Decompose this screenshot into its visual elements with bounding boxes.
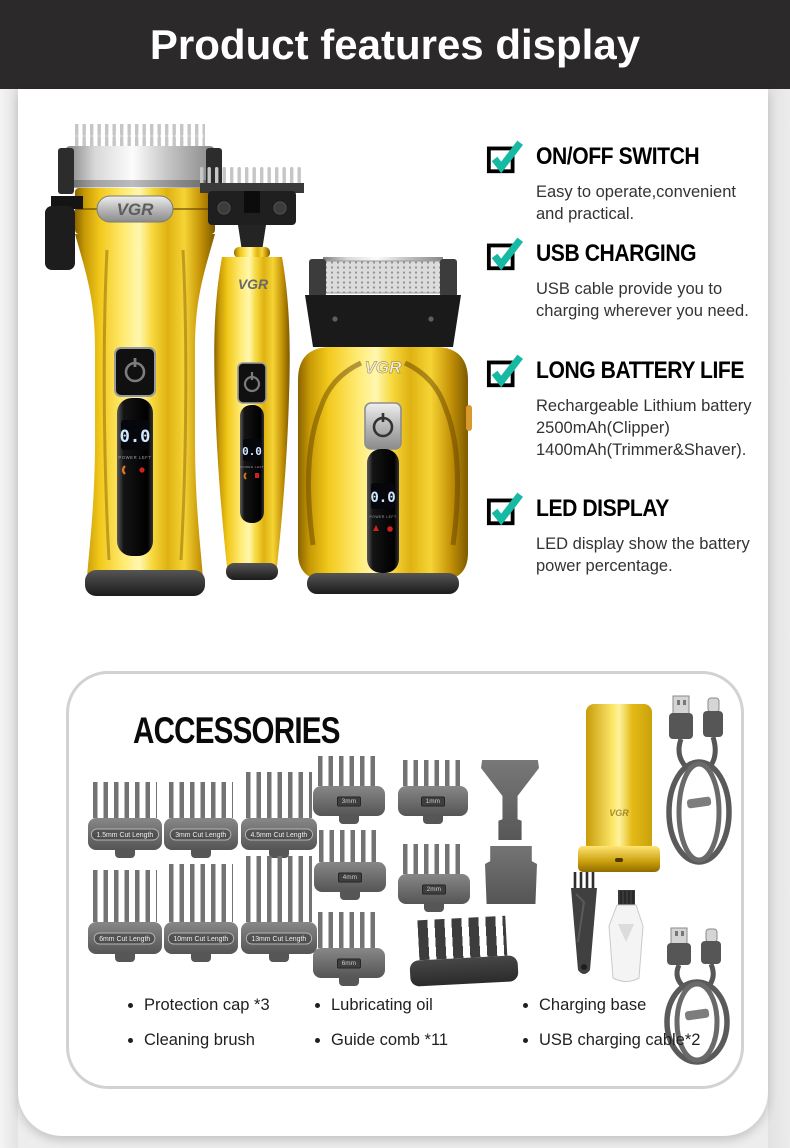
clipper-alert-icon [139, 467, 144, 472]
accessory-label: USB charging cable*2 [539, 1031, 701, 1049]
shaver-head-base [305, 295, 461, 347]
feature-description: LED display show the battery power percentage. [536, 535, 750, 575]
blade-guard [485, 846, 537, 904]
bullet-icon [128, 1038, 133, 1043]
clipper-led-label: POWER LEFT [118, 455, 152, 460]
product-showcase [25, 95, 485, 605]
trimmer-control-panel [238, 363, 266, 523]
feature-on-off-switch [486, 137, 754, 226]
shaver-led-strip [367, 449, 399, 573]
cleaning-brush [566, 872, 602, 982]
charging-base-logo: VGR [609, 808, 629, 818]
accessory-list-item [523, 996, 646, 1015]
protection-cap [481, 760, 539, 840]
bullet-icon [128, 1003, 133, 1008]
shaver-side-button [466, 405, 472, 431]
clipper-base [85, 570, 205, 596]
feature-description: USB cable provide you to charging wherever you need. [536, 280, 749, 320]
guide-comb-1mm: 1mm [398, 760, 468, 824]
shaver-foil [323, 261, 443, 293]
shaver-wide-comb [407, 915, 518, 987]
shaver-base [307, 573, 459, 594]
checkbox-check-icon [486, 491, 524, 527]
lubricating-oil-bottle [605, 890, 647, 985]
accessories-panel [66, 671, 744, 1089]
trimmer-logo-text: VGR [237, 276, 269, 292]
trimmer-led-display: 0.0 [242, 445, 262, 458]
product-set-illustration [25, 95, 485, 605]
guide-comb-4mm: 4mm [314, 830, 386, 900]
bullet-icon [523, 1003, 528, 1008]
feature-long-battery-life [486, 351, 754, 462]
accessory-label: Guide comb *11 [331, 1031, 449, 1049]
accessory-label: Charging base [539, 996, 647, 1014]
accessory-list-item [128, 996, 270, 1015]
guide-comb-10mm: 10mm Cut Length [164, 864, 238, 962]
accessory-list-item [523, 1031, 700, 1050]
guide-comb-13mm: 13mm Cut Length [241, 856, 317, 962]
page-title: Product features display [149, 20, 641, 68]
bullet-icon [315, 1003, 320, 1008]
checkbox-check-icon [486, 236, 524, 272]
clipper-lever [45, 206, 75, 270]
charging-base-stand [586, 704, 652, 852]
feature-description: Rechargeable Lithium battery 2500mAh(Clipper) 1400mAh(Trimmer&Shaver). [536, 397, 752, 459]
shaver-logo-text: VGR [364, 358, 402, 377]
trimmer-illustration [200, 167, 304, 580]
clipper-illustration [45, 124, 222, 596]
guide-comb-3mm-big: 3mm Cut Length [164, 782, 238, 858]
shaver-control-panel [365, 403, 401, 573]
shaver-illustration [298, 257, 472, 594]
feature-title: LONG BATTERY LIFE [536, 357, 745, 384]
guide-comb-1-5mm: 1.5mm Cut Length [88, 782, 162, 858]
feature-title: LED DISPLAY [536, 495, 669, 522]
accessories-title: ACCESSORIES [133, 710, 340, 751]
guide-comb-2mm: 2mm [398, 844, 470, 912]
clipper-logo-text: VGR [116, 200, 154, 219]
header-bar [0, 0, 790, 89]
clipper-led-display: 0.0 [119, 427, 151, 447]
trimmer-led-strip [240, 405, 264, 523]
checkbox-check-icon [486, 353, 524, 389]
accessory-label: Cleaning brush [144, 1031, 255, 1049]
content-card [18, 89, 768, 1136]
bullet-icon [315, 1038, 320, 1043]
guide-comb-4-5mm: 4.5mm Cut Length [241, 772, 317, 858]
shaver-led-label: POWER LEFT [369, 515, 397, 519]
accessory-label: Lubricating oil [331, 996, 433, 1014]
clipper-blade-teeth [75, 124, 205, 148]
feature-led-display [486, 489, 754, 578]
usb-cable-1 [661, 694, 739, 874]
guide-comb-6mm-big: 6mm Cut Length [88, 870, 162, 962]
accessory-label: Protection cap *3 [144, 996, 270, 1014]
accessory-list-item [128, 1031, 255, 1050]
feature-description: Easy to operate,convenient and practical. [536, 183, 736, 223]
checkbox-check-icon [486, 139, 524, 175]
guide-comb-3mm: 3mm [313, 756, 385, 824]
shaver-led-display: 0.0 [370, 490, 396, 506]
accessory-list-item [315, 996, 433, 1015]
feature-title: USB CHARGING [536, 240, 697, 267]
charging-base-slot [615, 858, 623, 862]
clipper-control-panel [115, 348, 155, 556]
bullet-icon [523, 1038, 528, 1043]
feature-usb-charging [486, 234, 754, 323]
accessory-list-item [315, 1031, 448, 1050]
trimmer-led-label: POWER LEFT [239, 465, 265, 469]
feature-title: ON/OFF SWITCH [536, 143, 700, 170]
trimmer-base [226, 563, 278, 580]
guide-comb-6mm: 6mm [313, 912, 385, 986]
